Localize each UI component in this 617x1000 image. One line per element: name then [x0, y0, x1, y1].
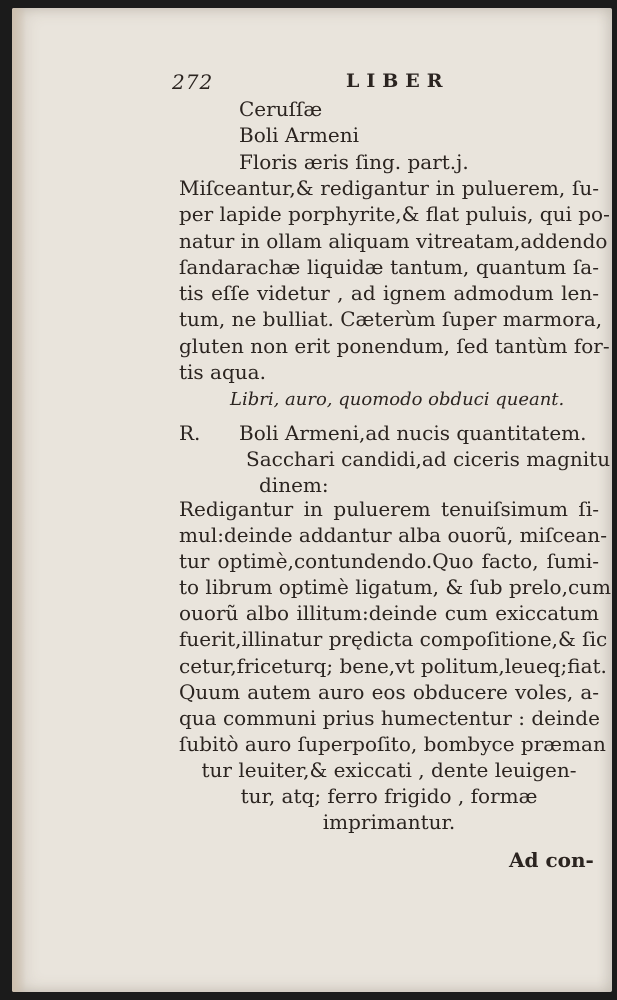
ingredient-line: Floris æris ſing. part.j. [239, 149, 469, 174]
text-line: tis eſſe videtur , ad ignem admodum len- [179, 281, 599, 306]
text-line: cetur,friceturq; bene,vt politum,leueq;fiat. [179, 653, 607, 678]
text-line: ouorũ albo illitum:deinde cum exiccatum [179, 601, 599, 626]
text-line: imprimantur. [322, 810, 456, 835]
text-line: tur, atq; ferro frigido , formæ [240, 784, 538, 809]
recipe-block [179, 420, 611, 498]
text-line: ſubitò auro ſuperpoſito, bombyce præman [179, 731, 606, 756]
text-line: Miſceantur,& redigantur in puluerem, ſu- [179, 176, 599, 200]
text-line: tis aqua. [179, 360, 266, 385]
recipe-line: Sacchari candidi,ad ciceris magnitu [246, 447, 611, 471]
text-line: mul:deinde addantur alba ouorũ, miſcean- [179, 523, 607, 548]
text-line: natur in ollam aliquam vitreatam,addendo [179, 228, 608, 253]
recipe-ingredient: Boli Armeni,ad nucis quantitatem. [239, 421, 587, 445]
text-line: Redigantur in puluerem tenuiſsimum ſi- [179, 497, 599, 521]
recipe-mark: R. [179, 421, 201, 445]
running-head: LIBER [346, 70, 450, 92]
text-line: tum, ne bulliat. Cæterùm ſuper marmora, [179, 307, 603, 332]
instruction-paragraph-1 [179, 175, 610, 385]
text-line: to librum optimè ligatum, & ſub prelo,cum [179, 575, 611, 600]
catchword: Ad con- [509, 848, 594, 872]
ingredient-line: Ceruſſæ [239, 97, 323, 121]
page-header [172, 70, 472, 94]
text-line: gluten non erit ponendum, ſed tantùm for- [179, 333, 610, 358]
text-line: per lapide porphyrite,& flat puluis, qui po- [179, 202, 610, 227]
recipe-line [179, 420, 599, 446]
text-line: ſandarachæ liquidæ tantum, quantum ſa- [179, 254, 599, 279]
ingredient-line: Boli Armeni [239, 123, 359, 148]
text-line: tur optimè,contundendo.Quo facto, ſumi- [179, 549, 599, 574]
text-line: Quum autem auro eos obducere voles, a- [179, 679, 599, 704]
page-number: 272 [172, 70, 214, 94]
ingredient-list [179, 96, 599, 175]
book-page [12, 8, 612, 992]
instruction-paragraph-2 [179, 496, 611, 835]
text-line: tur leuiter,& exiccati , dente leuigen- [201, 757, 577, 782]
section-heading: Libri, auro, quomodo obduci queant. [230, 389, 565, 410]
text-line: qua communi prius humectentur : deinde [179, 705, 600, 730]
recipe-line: dinem: [259, 473, 329, 497]
text-line: fuerit,illinatur prędicta compoſitione,& ſic [179, 627, 608, 652]
